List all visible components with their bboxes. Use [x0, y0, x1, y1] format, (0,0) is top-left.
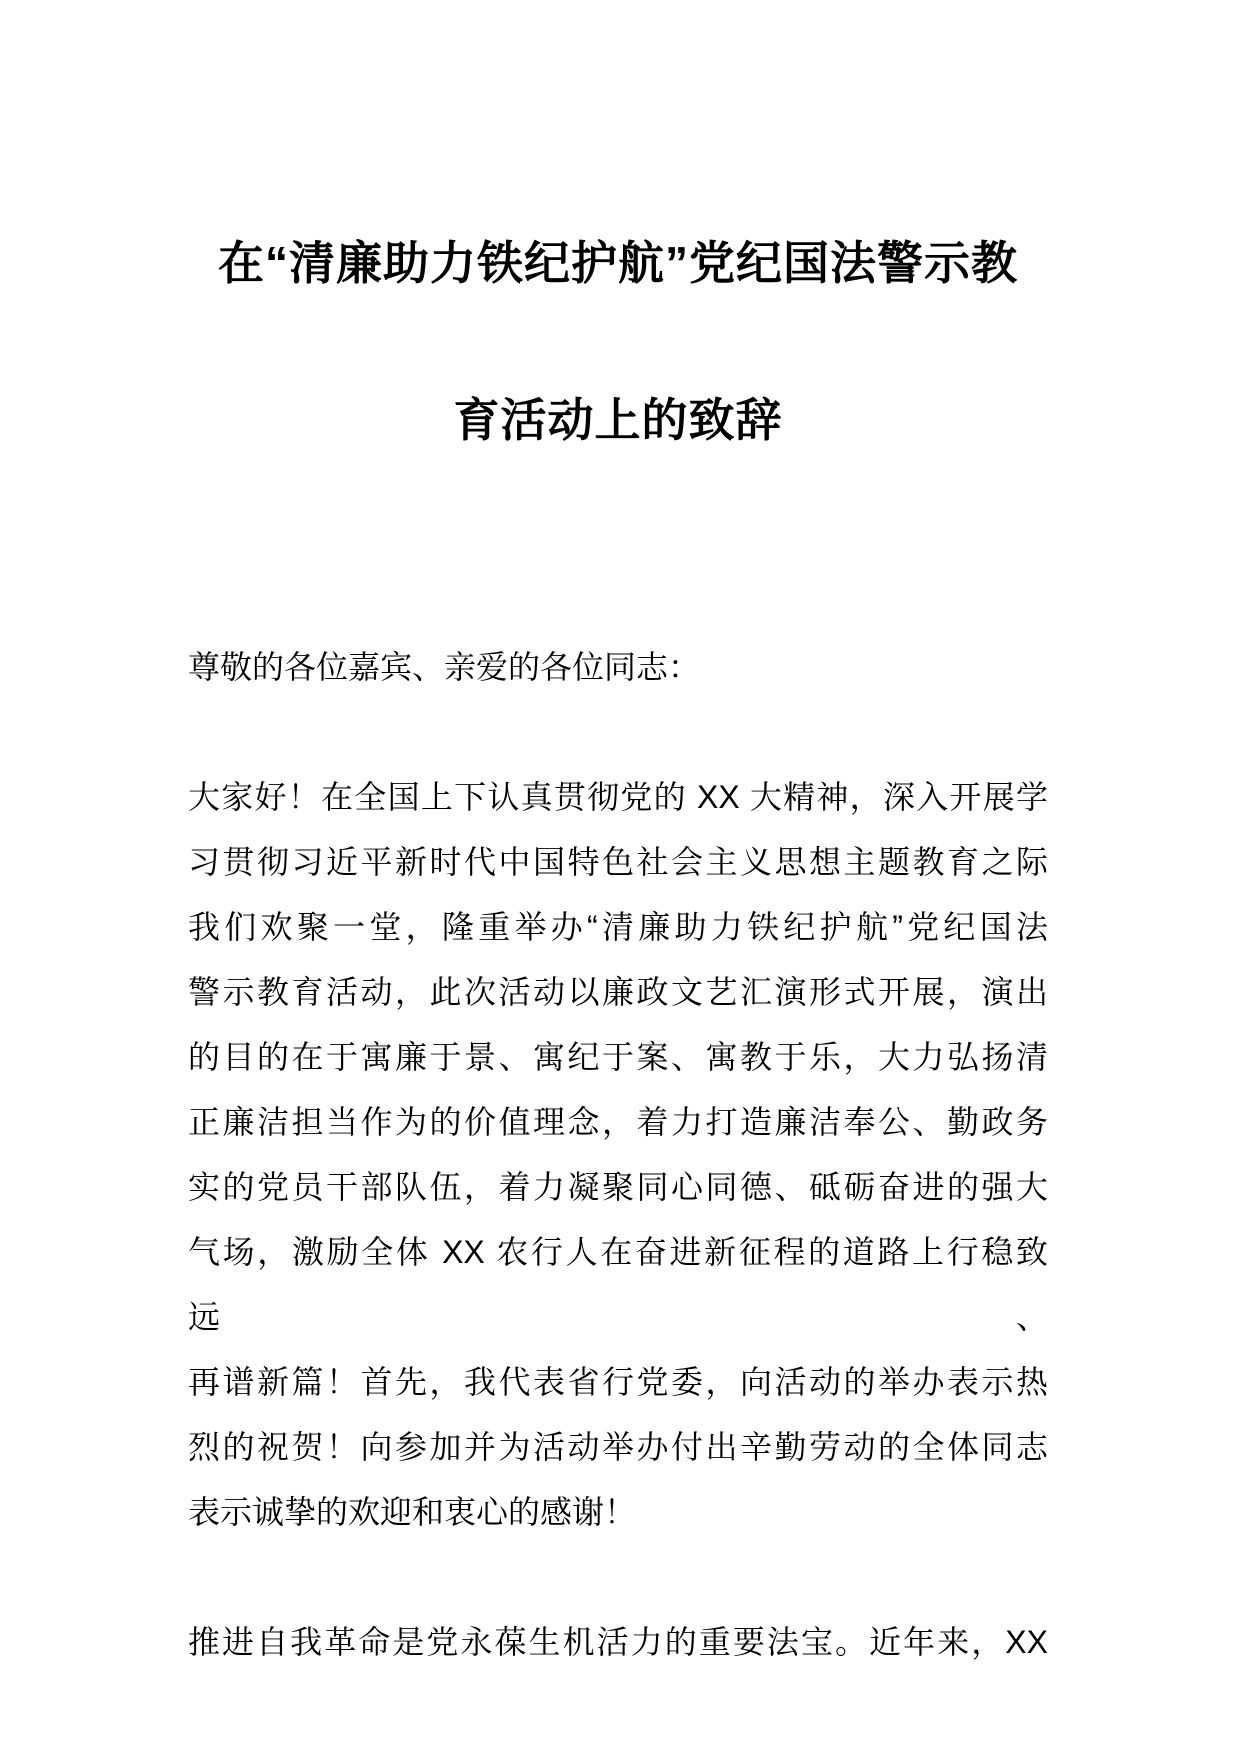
body-line: 再谱新篇！首先，我代表省行党委，向活动的举办表示热 [188, 1363, 1048, 1400]
greeting-line: 尊敬的各位嘉宾、亲爱的各位同志： [188, 648, 701, 685]
body-line: 的目的在于寓廉于景、寓纪于案、寓教于乐，大力弘扬清 [188, 1038, 1048, 1075]
body-line: 大家好！在全国上下认真贯彻党的 XX 大精神，深入开展学 [188, 778, 1048, 815]
body-line: 气场，激励全体 XX 农行人在奋进新征程的道路上行稳致远、 [188, 1233, 1048, 1335]
paragraph-1 [188, 765, 1048, 1545]
document-title-line-1: 在“清廉助力铁纪护航”党纪国法警示教 [218, 236, 1018, 289]
body-line: 习贯彻习近平新时代中国特色社会主义思想主题教育之际 [188, 843, 1048, 880]
body-line: 实的党员干部队伍，着力凝聚同心同德、砥砺奋进的强大 [188, 1168, 1048, 1205]
body-line: 警示教育活动，此次活动以廉政文艺汇演形式开展，演出 [188, 973, 1048, 1010]
body-line: 正廉洁担当作为的价值理念，着力打造廉洁奉公、勤政务 [188, 1103, 1048, 1140]
paragraph-2 [188, 1610, 1048, 1675]
body-line: 推进自我革命是党永葆生机活力的重要法宝。近年来，XX [188, 1623, 1048, 1660]
body-line: 我们欢聚一堂，隆重举办“清廉助力铁纪护航”党纪国法 [188, 908, 1048, 945]
document-title-line-2: 育活动上的致辞 [453, 393, 783, 446]
document-title [188, 185, 1048, 499]
body-line: 烈的祝贺！向参加并为活动举办付出辛勤劳动的全体同志 [188, 1428, 1048, 1465]
body-line: 表示诚挚的欢迎和衷心的感谢！ [188, 1493, 637, 1530]
